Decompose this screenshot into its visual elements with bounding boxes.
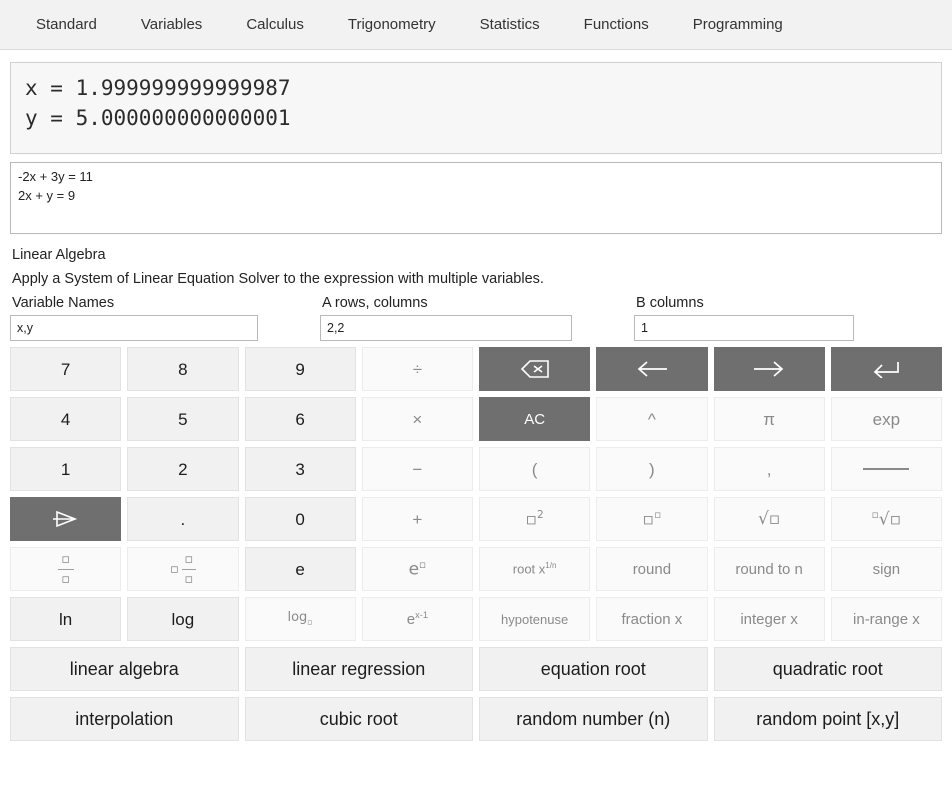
parameter-row [0,293,952,341]
key-linear-algebra[interactable]: linear algebra [10,647,239,691]
operation-title: Linear Algebra [12,247,106,263]
key-e-power[interactable] [362,547,473,591]
square-root-icon: √▫ [757,508,781,529]
key-divide[interactable]: ÷ [362,347,473,391]
variable-names-input[interactable] [10,315,258,341]
param-a-rows-columns [320,293,572,341]
key-left-paren[interactable]: ( [479,447,590,491]
key-minus[interactable]: − [362,447,473,491]
display-area [0,50,952,154]
tab-variables[interactable]: Variables [140,16,203,33]
expression-area [0,154,952,239]
fraction-icon: ▫ ▫ [58,552,74,586]
key-mixed-fraction[interactable] [127,547,238,591]
arrow-right-icon[interactable] [714,347,825,391]
key-random-point-xy[interactable]: random point [x,y] [714,697,943,741]
b-columns-input[interactable] [634,315,854,341]
tab-standard[interactable]: Standard [36,16,97,33]
keypad-row [10,697,942,741]
keypad-row [10,397,942,441]
key-hypotenuse[interactable]: hypotenuse [479,597,590,641]
a-rows-columns-input[interactable] [320,315,572,341]
long-dash-icon [863,468,909,470]
key-in-range-x[interactable]: in-range x [831,597,942,641]
key-round[interactable]: round [596,547,707,591]
key-4[interactable]: 4 [10,397,121,441]
key-plus[interactable]: + [362,497,473,541]
nth-root-icon: ▫√▫ [871,508,902,530]
key-7[interactable]: 7 [10,347,121,391]
root-x-1-n-label: root $x^{1/n}$ [512,561,557,577]
keypad-row [10,547,942,591]
key-ln[interactable]: ln [10,597,121,641]
key-multiply[interactable]: × [362,397,473,441]
result-line-2: y = 5.000000000000001 [25,106,291,131]
key-equation-root[interactable]: equation root [479,647,708,691]
key-round-to-n[interactable]: round to n [714,547,825,591]
key-cubic-root[interactable]: cubic root [245,697,474,741]
tab-statistics[interactable]: Statistics [479,16,540,33]
description-block [0,239,952,293]
key-exp[interactable]: exp [831,397,942,441]
key-quadratic-root[interactable]: quadratic root [714,647,943,691]
keypad-row [10,447,942,491]
key-all-clear[interactable]: AC [479,397,590,441]
param-variable-names [10,293,258,341]
key-root-x-1-n[interactable] [479,547,590,591]
expression-input[interactable] [10,162,942,234]
param-b-columns-label: B columns [636,295,704,311]
key-6[interactable]: 6 [245,397,356,441]
key-0[interactable]: 0 [245,497,356,541]
key-1[interactable]: 1 [10,447,121,491]
key-interpolation[interactable]: interpolation [10,697,239,741]
tab-programming[interactable]: Programming [692,16,783,33]
keypad-row [10,597,942,641]
backspace-icon[interactable] [479,347,590,391]
key-2[interactable]: 2 [127,447,238,491]
key-pi[interactable]: π [714,397,825,441]
key-linear-regression[interactable]: linear regression [245,647,474,691]
tab-calculus[interactable]: Calculus [246,16,304,33]
key-log[interactable]: log [127,597,238,641]
key-square-root[interactable] [714,497,825,541]
arrow-left-icon[interactable] [596,347,707,391]
key-nth-root[interactable] [831,497,942,541]
e-power-icon: e▫ [408,558,427,580]
log-base-icon: $\log_▫$ [287,610,313,627]
tab-bar [0,0,952,50]
key-random-number-n[interactable]: random number (n) [479,697,708,741]
operation-description: Apply a System of Linear Equation Solver to the expression with multiple variables. [12,271,544,287]
keypad-row [10,497,942,541]
key-square[interactable] [479,497,590,541]
param-b-columns [634,293,854,341]
key-comma[interactable]: , [714,447,825,491]
keypad-row [10,647,942,691]
square-icon: ▫$^2$ [525,508,544,530]
key-9[interactable]: 9 [245,347,356,391]
param-variable-names-label: Variable Names [12,295,115,311]
mixed-fraction-icon: ▫ ▫ ▫ [170,552,196,586]
key-decimal-point[interactable]: . [127,497,238,541]
key-8[interactable]: 8 [127,347,238,391]
enter-icon[interactable] [831,347,942,391]
keypad-row [10,347,942,391]
param-a-rows-columns-label: A rows, columns [322,295,428,311]
tab-trigonometry[interactable]: Trigonometry [347,16,436,33]
key-power[interactable]: ^ [596,397,707,441]
key-power-box[interactable] [596,497,707,541]
key-long-dash[interactable] [831,447,942,491]
key-right-paren[interactable]: ) [596,447,707,491]
e-x-minus-1-label: $e^{x-1}$ [406,610,428,628]
result-display [10,62,942,154]
key-e-x-minus-1[interactable] [362,597,473,641]
key-fraction-x[interactable]: fraction x [596,597,707,641]
key-integer-x[interactable]: integer x [714,597,825,641]
tab-functions[interactable]: Functions [583,16,649,33]
key-5[interactable]: 5 [127,397,238,441]
key-log-base[interactable] [245,597,356,641]
key-fraction[interactable] [10,547,121,591]
power-box-icon: ▫▫ [642,508,662,530]
key-3[interactable]: 3 [245,447,356,491]
run-icon[interactable] [10,497,121,541]
key-sign[interactable]: sign [831,547,942,591]
keypad [0,341,952,741]
result-line-1: x = 1.999999999999987 [25,76,291,100]
key-e[interactable]: e [245,547,356,591]
